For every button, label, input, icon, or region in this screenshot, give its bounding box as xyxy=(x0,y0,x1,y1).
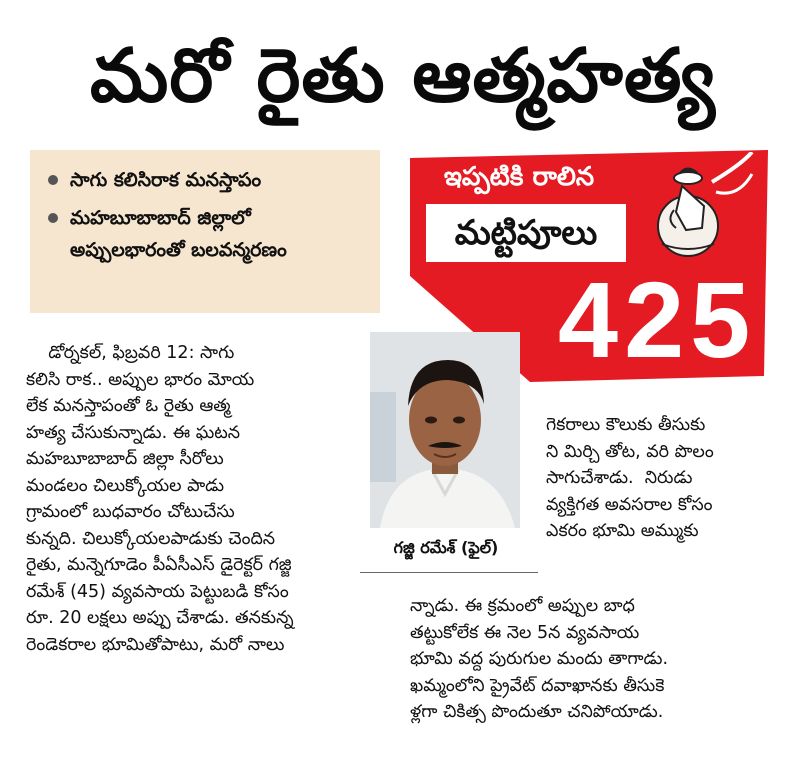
article-line: ఎకరం భూమి అమ్ముకు xyxy=(546,521,699,541)
article-line: సాగుచేశాడు. నిరుడు xyxy=(546,468,693,488)
article-line: రమేశ్ (45) వ్యవసాయ పెట్టుబడి కోసం xyxy=(26,581,289,602)
article-line: రూ. 20 లక్షలు అప్పు చేశాడు. తనకున్న xyxy=(26,608,294,628)
article-line: ళ్లగా చికిత్స పొందుతూ చనిపోయాడు. xyxy=(410,702,664,722)
article-column-1 xyxy=(26,340,346,658)
banner-line-2: మట్టిపూలు xyxy=(426,204,626,262)
article-line: ని మిర్చి తోట, వరి పొలం xyxy=(546,441,714,462)
photo-caption: గజ్జి రమేశ్ (ఫైల్) xyxy=(393,538,499,557)
article-line: మండలం చిలుక్కోయల పాడు xyxy=(26,475,225,496)
farmer-illustration-icon xyxy=(642,152,760,262)
headline: మరో రైతు ఆత్మహత్య xyxy=(90,33,716,119)
bullet-icon xyxy=(48,213,58,223)
farmer-photo xyxy=(370,332,520,528)
subhead-text: అప్పులభారంతో బలవన్మరణం xyxy=(70,239,287,261)
article-line: లేక మనస్తాపంతో ఓ రైతు ఆత్మ xyxy=(26,396,231,416)
bullet-icon xyxy=(48,175,58,185)
article-column-2-bottom xyxy=(410,593,778,726)
subhead-item xyxy=(44,166,368,194)
article-line: రెండెకరాల భూమితోపాటు, మరో నాలు xyxy=(26,634,285,655)
banner-line-1: ఇప్పటికి రాలిన xyxy=(444,162,595,192)
article-line: వ్యక్తిగత అవసరాల కోసం xyxy=(546,494,713,515)
article-line: కలిసి రాక.. అప్పుల భారం మోయ xyxy=(26,369,255,390)
subhead-text: మహబూబాబాద్ జిల్లాలో xyxy=(70,207,251,229)
banner-count: 425 xyxy=(558,259,757,380)
article-line: డోర్నకల్, ఫిబ్రవరి 12: సాగు xyxy=(26,343,235,363)
article-line: భూమి వద్ద పురుగుల మందు తాగాడు. xyxy=(410,649,669,669)
article-line: గెకరాలు కౌలుకు తీసుకు xyxy=(546,415,706,435)
caption-divider xyxy=(360,572,538,573)
article-line: తట్టుకోలేక ఈ నెల 5న వ్యవసాయ xyxy=(410,622,640,643)
subhead-box xyxy=(30,150,380,313)
article-line: మహబూబాబాద్ జిల్లా సీరోలు xyxy=(26,449,224,469)
article-line: కున్నది. చిలుక్కోయలపాడుకు చెందిన xyxy=(26,528,276,549)
article-line: న్నాడు. ఈ క్రమంలో అప్పుల బాధ xyxy=(410,596,635,616)
subhead-item xyxy=(44,204,368,232)
article-line: రైతు, మన్నెగూడెం పీఏసీఎస్ డైరెక్టర్ గజ్జి xyxy=(26,555,292,575)
article-line: ఖమ్మంలోని ప్రైవేట్ దవాఖానకు తీసుకె xyxy=(410,675,665,696)
article-line: హత్య చేసుకున్నాడు. ఈ ఘటన xyxy=(26,422,240,443)
portrait-image xyxy=(370,332,520,528)
subhead-text-continued xyxy=(44,236,368,264)
article-column-2-top xyxy=(546,412,778,545)
article-line: గ్రామంలో బుధవారం చోటుచేసు xyxy=(26,502,235,522)
subhead-text: సాగు కలిసిరాక మనస్తాపం xyxy=(70,169,262,191)
